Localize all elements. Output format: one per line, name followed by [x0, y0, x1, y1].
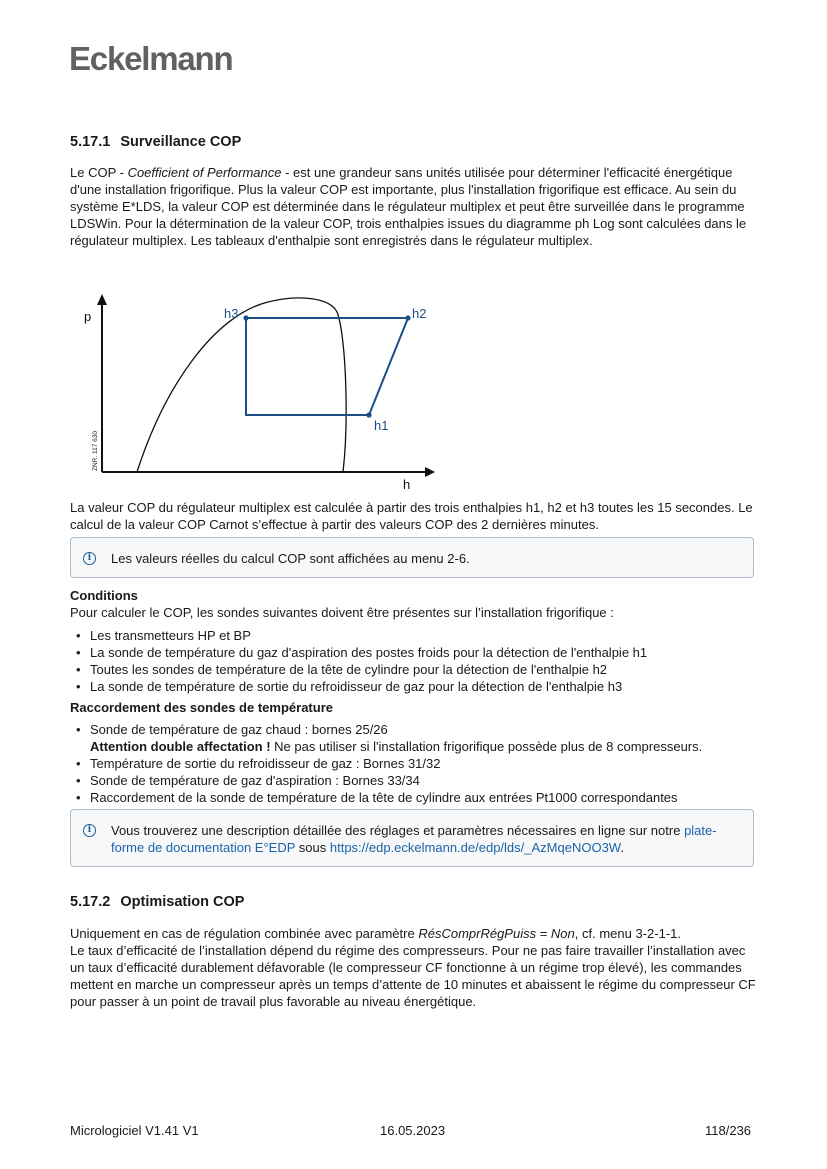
point-h3 — [243, 315, 248, 320]
intro-paragraph — [70, 164, 760, 249]
list-item: • La sonde de température de sortie du refroidisseur de gaz pour la détection de l'enthalpie h3 — [70, 678, 770, 695]
y-axis-label: p — [84, 309, 92, 324]
refrigeration-cycle — [246, 318, 408, 415]
info-note-text: Les valeurs réelles du calcul COP sont affichées au menu 2-6. — [111, 551, 470, 566]
list-item: • Température de sortie du refroidisseur de gaz : Bornes 31/32 — [70, 755, 770, 772]
section-heading-optimisation-cop — [70, 894, 244, 910]
intro-rest: - est une grandeur sans unités utilisée pour déterminer l'efficacité énergétique d'une installation frigorifique. Plus la valeur COP est importante, plus l'installation frigorifique est efficace. Au sein du système E*LDS, la valeur COP est déterminée dans le régulateur multiplex et peut être surveillée dans le programme LDSWin. Pour la détermination de la valeur COP, trois enthalpies issues du diagramme ph Log sont calculées dans le régulateur multiplex. Les tableaux d'enthalpie sont enregistrés dans le régulateur multiplex. — [70, 165, 747, 248]
note-text-end: . — [620, 840, 624, 855]
list-item: • Sonde de température de gaz d'aspiration : Bornes 33/34 — [70, 772, 770, 789]
note-text-middle: sous — [295, 840, 330, 855]
info-icon: i — [83, 552, 96, 565]
saturation-curve — [137, 298, 346, 472]
point-h2 — [405, 315, 410, 320]
x-axis-arrow-icon — [425, 467, 435, 477]
section-heading-surveillance-cop — [70, 134, 241, 150]
footer-date: 16.05.2023 — [380, 1123, 446, 1138]
note-text-before: Vous trouverez une description détaillée des réglages et paramètres nécessaires en ligne sur notre — [111, 823, 685, 838]
line1-suffix: , cf. menu 3-2-1-1. — [574, 926, 681, 941]
section-number: 5.17.1 — [70, 134, 111, 150]
info-icon: i — [83, 824, 96, 837]
conditions-heading: Conditions — [70, 588, 138, 603]
point-h1 — [366, 412, 371, 417]
parameter-value: Non — [550, 926, 575, 941]
section-number: 5.17.2 — [70, 894, 111, 910]
list-item: • La sonde de température du gaz d'aspiration des postes froids pour la détection de l'enthalpie h1 — [70, 644, 770, 661]
list-item-text: Sonde de température de gaz chaud : bornes 25/26 — [90, 722, 388, 737]
connection-list — [70, 721, 770, 806]
label-h3: h3 — [224, 306, 239, 321]
warning-text: Ne pas utiliser si l'installation frigorifique possède plus de 8 compresseurs. — [270, 739, 703, 754]
edp-url-link[interactable]: https://edp.eckelmann.de/edp/lds/_AzMqeNOO3W — [329, 840, 621, 855]
conditions-list — [70, 627, 770, 695]
list-item — [70, 721, 770, 755]
list-item: • Les transmetteurs HP et BP — [70, 627, 770, 644]
line1-equals: = — [536, 926, 551, 941]
footer-firmware-version: Micrologiciel V1.41 V1 — [70, 1123, 199, 1138]
list-item: • Raccordement de la sonde de température de la tête de cylindre aux entrées Pt1000 correspondantes — [70, 789, 770, 806]
intro-prefix: Le COP - — [70, 165, 128, 180]
ph-log-diagram — [70, 290, 450, 495]
info-note-documentation — [70, 809, 754, 867]
info-note-menu — [70, 537, 754, 578]
optimisation-paragraph — [70, 925, 760, 1010]
cop-calculation-paragraph: La valeur COP du régulateur multiplex est calculée à partir des trois enthalpies h1, h2 et h3 toutes les 15 secondes. Le calcul de la valeur COP Carnot s’effectue à partir des valeurs COP des 2 dernières minutes. — [70, 500, 753, 532]
conditions-block — [70, 587, 770, 695]
connection-block — [70, 699, 770, 806]
footer-page-number: 118/236 — [705, 1123, 752, 1138]
line1-prefix: Uniquement en cas de régulation combinée avec paramètre — [70, 926, 419, 941]
x-axis-label: h — [403, 477, 411, 492]
info-note-text — [111, 822, 741, 856]
edp-platform-link[interactable]: plate-forme de documentation E°EDP — [111, 823, 717, 855]
label-h2: h2 — [412, 306, 427, 321]
list-item: • Toutes les sondes de température de la tête de cylindre pour la détection de l'enthalpie h2 — [70, 661, 770, 678]
section-title: Optimisation COP — [120, 894, 245, 910]
eckelmann-logo: Eckelmann — [69, 40, 233, 77]
label-h1: h1 — [374, 418, 389, 433]
connection-heading: Raccordement des sondes de température — [70, 700, 333, 715]
y-axis-arrow-icon — [97, 294, 107, 305]
section-title: Surveillance COP — [120, 134, 242, 150]
conditions-intro: Pour calculer le COP, les sondes suivantes doivent être présentes sur l’installation frigorifique : — [70, 605, 614, 620]
optimisation-body: Le taux d’efficacité de l’installation dépend du régime des compresseurs. Pour ne pas faire travailler l’installation avec un taux d’efficacité durablement défavorable (le compresseur CF fonctionne à un régime trop élevé), les commandes mettent en marche un compresseur après un temps d’attente de 10 minutes et abaissent le régime du compresseur CF pour passer à un point de travail plus favorable au niveau énergétique. — [70, 943, 756, 1009]
parameter-name: RésComprRégPuiss — [418, 926, 537, 941]
intro-italic-term: Coefficient of Performance — [127, 165, 282, 180]
drawing-reference: ZNR. 117 630 — [92, 431, 99, 471]
warning-bold: Attention double affectation ! — [90, 739, 271, 754]
